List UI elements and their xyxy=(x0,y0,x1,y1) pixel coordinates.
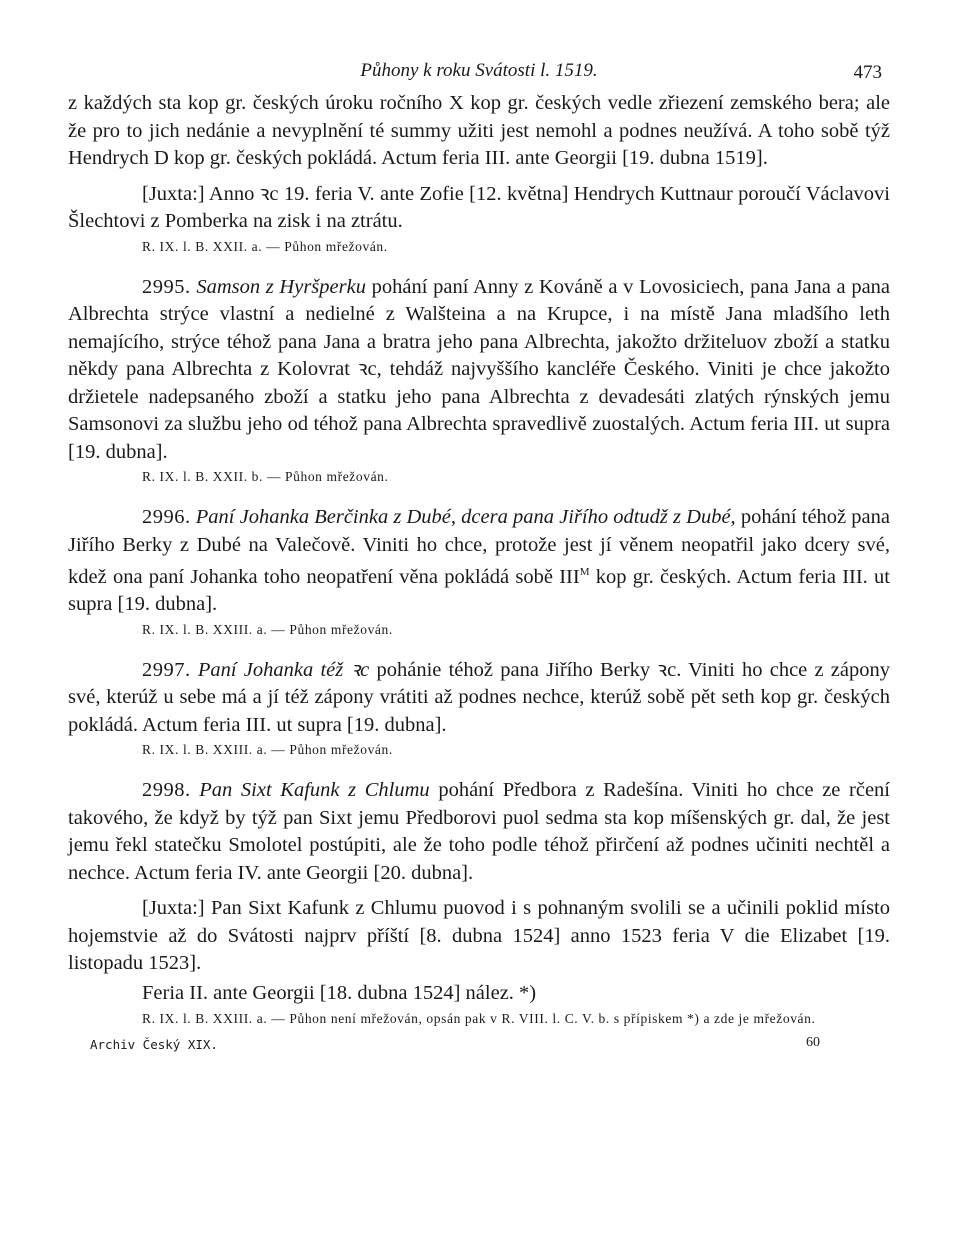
entry-2995 xyxy=(68,274,890,489)
entry-text: pohání téhož pana Jiřího Berky z Dubé na Valečově. Viniti ho chce, protože jest jí věnem neopatřil jako dcery své, kdež ona paní Johanka toho neopatření věna pokládá sobě III xyxy=(68,506,890,588)
entry-text: pohání paní Anny z Kováně a v Lovosiciech, pana Jana a pana Albrechta strýce vlastní a nedielné z Walšteina a na Krupce, i na místě Jana mladšího leth nemajícího, strýce téhož pana Jana a bratra jeho pana Albrechta, jakožto držiteluov zboží a statku někdy pana Albrechta z Kolovrat ꝛc, tehdáž najvyššího kancléře Českého. Viniti je chce jakožto držietele nadepsaného zboží a statku jeho pana Albrechta z devadesáti zlatých rýnských jemu Samsonovi za službu jeho od téhož pana Albrechta spravedlivě zuostalých. Actum feria III. ut supra [19. dubna]. xyxy=(68,275,891,463)
footer-sheet-number: 60 xyxy=(806,1035,820,1051)
running-title: Půhony k roku Svátosti l. 1519. xyxy=(360,60,598,81)
entry-text: pohánie téhož pana Jiřího Berky ꝛc. Viniti ho chce z zápony své, kterúž u sebe má a jí též zápony vrátiti až podnes nechce, kterúž sobě pět seth kop gr. českých pokládá. Actum feria III. ut supra [19. dubna]. xyxy=(68,658,890,736)
entry-paragraph xyxy=(68,777,890,887)
entry-source-note: R. IX. l. B. XXIII. a. — Půhon mřežován. xyxy=(142,742,393,758)
entry-feria-paragraph: Feria II. ante Georgii [18. dubna 1524] nález. *) xyxy=(142,981,537,1004)
intro-source-note: R. IX. l. B. XXII. a. — Půhon mřežován. xyxy=(142,238,388,254)
entry-number: 2997. xyxy=(142,658,191,681)
entry-source-note: R. IX. l. B. XXIII. a. — Půhon není mřežován, opsán pak v R. VIII. l. C. V. b. s přípiskem *) a zde je mřežován. xyxy=(142,1011,816,1027)
entry-title: Paní Johanka Berčinka z Dubé, dcera pana Jiřího odtudž z Dubé, xyxy=(195,506,736,528)
entry-superscript: M xyxy=(579,566,590,578)
entry-paragraph xyxy=(68,657,890,740)
footer-signature: Archiv Český XIX. xyxy=(90,1037,218,1053)
entry-paragraph xyxy=(68,274,890,467)
running-head xyxy=(68,56,890,90)
entry-paragraph xyxy=(68,504,890,619)
entry-number: 2996. xyxy=(142,506,191,528)
entry-2996 xyxy=(68,504,890,641)
intro-juxta-paragraph: [Juxta:] Anno ꝛc 19. feria V. ante Zofie [12. května] Hendrych Kuttnaur poroučí Václavovi Šlechtovi z Pomberka na zisk i na ztrátu. xyxy=(68,182,890,232)
entry-text-continued: kop gr. českých. Actum feria III. ut supra [19. dubna]. xyxy=(68,565,890,616)
entry-juxta-paragraph: [Juxta:] Pan Sixt Kafunk z Chlumu puovod i s pohnaným svolili se a učinili poklid místo hojemstvie až do Svátosti najprv příští [8. dubna 1524] anno 1523 feria V die Elizabet [19. listopadu 1523]. xyxy=(68,897,890,975)
page-footer xyxy=(68,1037,890,1057)
entry-title: Samson z Hyršperku xyxy=(196,275,366,298)
page-number: 473 xyxy=(853,62,882,83)
document-page xyxy=(68,56,890,1057)
entry-title: Pan Sixt Kafunk z Chlumu xyxy=(199,779,430,802)
entry-2998 xyxy=(68,777,890,1031)
entry-source-note: R. IX. l. B. XXIII. a. — Půhon mřežován. xyxy=(142,621,393,637)
entry-source-note: R. IX. l. B. XXII. b. — Půhon mřežován. xyxy=(142,469,389,484)
entry-title: Paní Johanka též ꝛc xyxy=(197,658,370,681)
entry-number: 2998. xyxy=(142,779,191,802)
intro-paragraph: z každých sta kop gr. českých úroku ročního X kop gr. českých vedle zřiezení zemského bera; ale že pro to jich nedánie a nevyplnění té summy užiti jest nemohl a podnes neužívá. A toho sobě týž Hendrych D kop gr. českých pokládá. Actum feria III. ante Georgii [19. dubna 1519]. xyxy=(68,92,890,169)
entry-text: pohání Předbora z Radešína. Viniti ho chce ze rčení takového, že když by týž pan Sixt jemu Předborovi puol sedma sta kop míšenských gr. dal, že jest jemu řekl statečku Smolotel postúpiti, ale že toho podle téhož přirčení až podnes učiniti nechtěl a nechce. Actum feria IV. ante Georgii [20. dubna]. xyxy=(68,779,890,884)
entry-2997 xyxy=(68,657,890,762)
entry-number: 2995. xyxy=(142,275,191,298)
